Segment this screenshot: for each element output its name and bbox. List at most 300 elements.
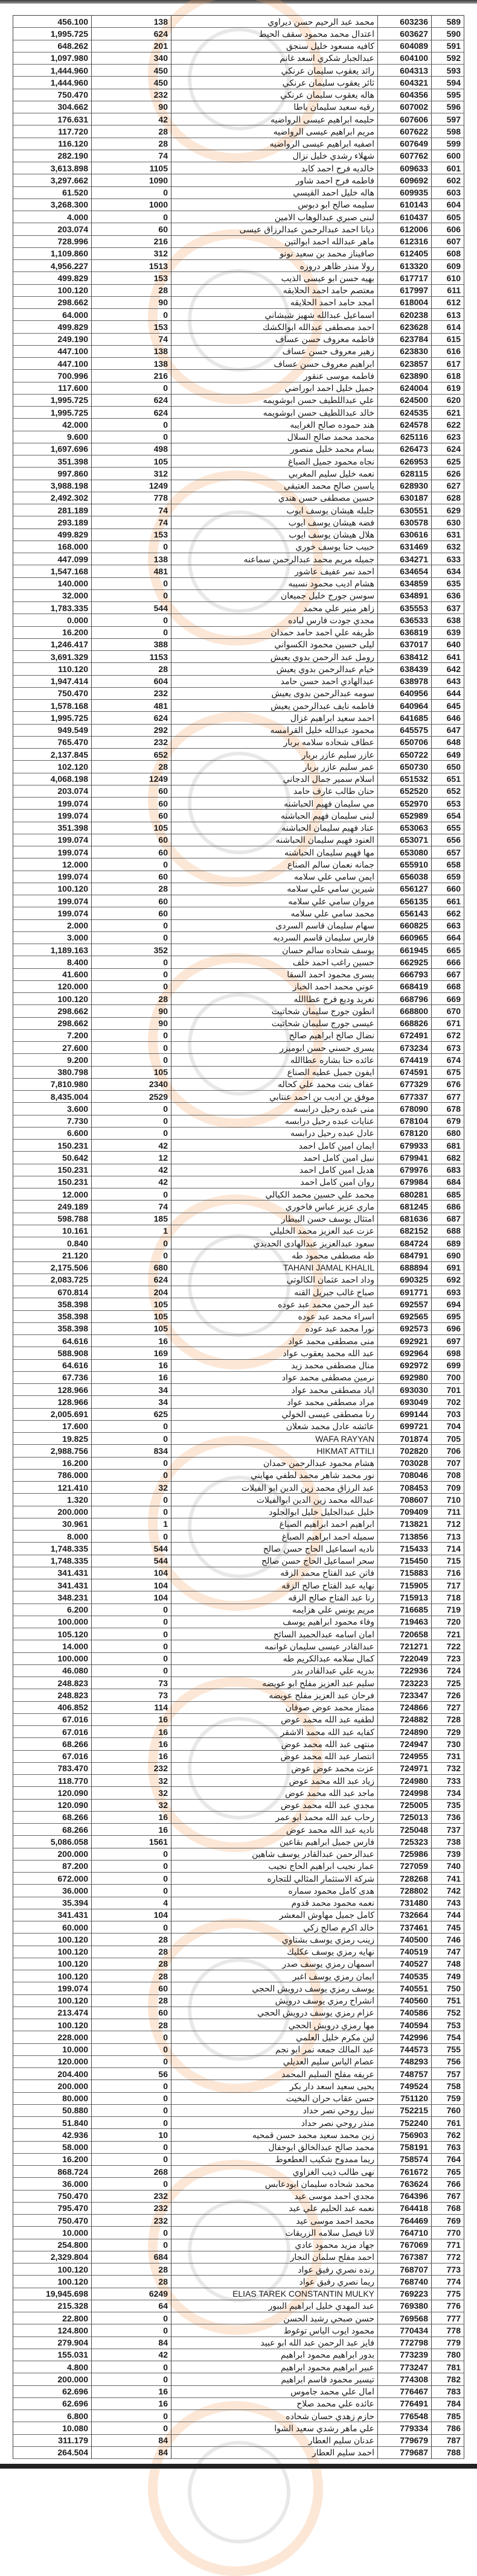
amount-cell: 7,810.980 <box>13 1079 92 1091</box>
id-cell: 607002 <box>378 101 432 113</box>
id-cell: 681245 <box>378 1201 432 1213</box>
name-cell: تيسير محمود قاسم ابراهيم <box>171 2373 378 2385</box>
count-cell: 34 <box>92 1384 171 1396</box>
name-cell: ممتاز محمد عوض صوفان <box>171 1702 378 1714</box>
id-cell: 679941 <box>378 1152 432 1164</box>
serial-cell: 776 <box>432 2300 464 2312</box>
count-cell: 105 <box>92 1067 171 1079</box>
serial-cell: 592 <box>432 52 464 65</box>
id-cell: 737461 <box>378 1921 432 1934</box>
amount-cell: 279.904 <box>13 2337 92 2349</box>
serial-cell: 721 <box>432 1628 464 1640</box>
name-cell: عادل عبده رحيل درابسه <box>171 1128 378 1140</box>
count-cell: 1249 <box>92 480 171 492</box>
count-cell: 652 <box>92 749 171 761</box>
amount-cell: 168.000 <box>13 541 92 553</box>
count-cell: 1249 <box>92 773 171 785</box>
serial-cell: 625 <box>432 455 464 468</box>
id-cell: 728802 <box>378 1885 432 1897</box>
id-cell: 774308 <box>378 2373 432 2385</box>
id-cell: 653063 <box>378 822 432 834</box>
count-cell: 0 <box>92 2142 171 2154</box>
name-cell: رنا عبد الفتاح صالح الزقه <box>171 1591 378 1604</box>
amount-cell: 50.642 <box>13 1152 92 1164</box>
id-cell: 769568 <box>378 2312 432 2324</box>
amount-cell: 121.410 <box>13 1482 92 1494</box>
count-cell: 0 <box>92 2044 171 2056</box>
serial-cell: 762 <box>432 2129 464 2141</box>
serial-cell: 702 <box>432 1396 464 1408</box>
serial-cell: 612 <box>432 297 464 309</box>
amount-cell: 22.800 <box>13 2312 92 2324</box>
name-cell: مراد مصطفى محمد عواد <box>171 1396 378 1408</box>
name-cell: عبدالله محمد زين الدين ابوالفيلات <box>171 1494 378 1506</box>
serial-cell: 701 <box>432 1384 464 1396</box>
amount-cell: 199.074 <box>13 907 92 919</box>
name-cell: محمد علي حسين محمد الكيالي <box>171 1188 378 1201</box>
id-cell: 768740 <box>378 2276 432 2288</box>
count-cell: 84 <box>92 2435 171 2447</box>
amount-cell: 199.074 <box>13 846 92 858</box>
name-cell: احمد مصطفى عبدالله ابوالكشك <box>171 321 378 333</box>
name-cell: محمد عبد الرحيم حسن ديراوي <box>171 16 378 28</box>
amount-cell: 4,956.227 <box>13 260 92 272</box>
serial-cell: 639 <box>432 627 464 639</box>
count-cell: 0 <box>92 578 171 590</box>
amount-cell: 1,748.335 <box>13 1543 92 1555</box>
amount-cell: 249.190 <box>13 334 92 346</box>
name-cell: احمد سعيد ابراهيم غزال <box>171 712 378 724</box>
id-cell: 715433 <box>378 1543 432 1555</box>
name-cell: بدور ابراهيم محمود ابراهيم <box>171 2349 378 2361</box>
amount-cell: 105.120 <box>13 1628 92 1640</box>
id-cell: 767387 <box>378 2251 432 2264</box>
serial-cell: 751 <box>432 1995 464 2007</box>
serial-cell: 734 <box>432 1787 464 1799</box>
count-cell: 216 <box>92 370 171 382</box>
name-cell: ابراهيم احمد ابراهيم الصباغ <box>171 1518 378 1531</box>
amount-cell: 7.200 <box>13 1030 92 1042</box>
id-cell: 603236 <box>378 16 432 28</box>
serial-cell: 621 <box>432 407 464 419</box>
name-cell: فاتن عبد الفتاح محمد الزقه <box>171 1567 378 1579</box>
serial-cell: 623 <box>432 431 464 443</box>
serial-cell: 716 <box>432 1567 464 1579</box>
count-cell: 104 <box>92 1567 171 1579</box>
serial-cell: 680 <box>432 1128 464 1140</box>
amount-cell: 128.966 <box>13 1384 92 1396</box>
amount-cell: 150.231 <box>13 1176 92 1188</box>
count-cell: 0 <box>92 309 171 321</box>
serial-cell: 750 <box>432 1982 464 1994</box>
name-cell: مجدي احمد موسى عيد <box>171 2191 378 2203</box>
name-cell: هدى كامل محمود سماره <box>171 1885 378 1897</box>
id-cell: 715450 <box>378 1555 432 1567</box>
amount-cell: 204.400 <box>13 2068 92 2080</box>
shareholder-table <box>13 15 464 2459</box>
id-cell: 713856 <box>378 1531 432 1543</box>
name-cell: فضه هيشان يوسف ايوب <box>171 516 378 528</box>
id-cell: 609692 <box>378 174 432 186</box>
serial-cell: 717 <box>432 1579 464 1591</box>
serial-cell: 779 <box>432 2337 464 2349</box>
serial-cell: 752 <box>432 2007 464 2019</box>
amount-cell: 2,175.506 <box>13 1262 92 1274</box>
count-cell: 834 <box>92 1445 171 1457</box>
id-cell: 752240 <box>378 2117 432 2129</box>
name-cell: نعمه محمود محمد قدوم <box>171 1897 378 1909</box>
name-cell: شركة الاستثمار المثالي للتجاره <box>171 1873 378 1885</box>
id-cell: 630578 <box>378 516 432 528</box>
count-cell: 232 <box>92 737 171 749</box>
amount-cell: 298.662 <box>13 297 92 309</box>
serial-cell: 726 <box>432 1689 464 1701</box>
name-cell: هشام اديب محمود نسيبه <box>171 578 378 590</box>
count-cell: 1 <box>92 1518 171 1531</box>
name-cell: لين مكرم خليل العلمي <box>171 2031 378 2043</box>
serial-cell: 644 <box>432 688 464 700</box>
amount-cell: 1,947.414 <box>13 676 92 688</box>
amount-cell: 110.120 <box>13 663 92 675</box>
count-cell: 56 <box>92 2068 171 2080</box>
id-cell: 628115 <box>378 468 432 480</box>
name-cell: لبنى سليمان فهيم الحباشنه <box>171 810 378 822</box>
serial-cell: 646 <box>432 712 464 724</box>
name-cell: عازر سليم عازر بربار <box>171 749 378 761</box>
count-cell: 0 <box>92 2373 171 2385</box>
serial-cell: 602 <box>432 174 464 186</box>
amount-cell: 102.120 <box>13 761 92 773</box>
count-cell: 138 <box>92 358 171 370</box>
id-cell: 752215 <box>378 2105 432 2117</box>
name-cell: ياسين صالح محمد العتيقي <box>171 480 378 492</box>
serial-cell: 659 <box>432 871 464 883</box>
count-cell: 0 <box>92 1494 171 1506</box>
serial-cell: 627 <box>432 480 464 492</box>
id-cell: 681636 <box>378 1213 432 1225</box>
id-cell: 668419 <box>378 981 432 993</box>
id-cell: 653071 <box>378 834 432 846</box>
serial-cell: 613 <box>432 309 464 321</box>
count-cell: 28 <box>92 883 171 895</box>
serial-cell: 706 <box>432 1445 464 1457</box>
name-cell: هند حموده صالح الغرايبه <box>171 419 378 431</box>
serial-cell: 728 <box>432 1714 464 1726</box>
amount-cell: 765.470 <box>13 737 92 749</box>
name-cell: عصام الياس سليم العديلي <box>171 2056 378 2068</box>
amount-cell: 100.120 <box>13 1995 92 2007</box>
serial-cell: 633 <box>432 553 464 565</box>
id-cell: 728268 <box>378 1873 432 1885</box>
name-cell: محمد محمد صالح السلال <box>171 431 378 443</box>
id-cell: 624578 <box>378 419 432 431</box>
count-cell: 1153 <box>92 651 171 663</box>
id-cell: 612006 <box>378 223 432 235</box>
name-cell: ظريفه علي احمد حامد حمدان <box>171 627 378 639</box>
amount-cell: 3,988.198 <box>13 480 92 492</box>
name-cell: حليمه ابراهيم عيسى الرواضيه <box>171 113 378 125</box>
id-cell: 692972 <box>378 1360 432 1372</box>
amount-cell: 341.431 <box>13 1909 92 1921</box>
name-cell: زياد عبد الله محمد عوض <box>171 1775 378 1787</box>
amount-cell: 87.200 <box>13 1861 92 1873</box>
name-cell: بسام محمد خليل منصور <box>171 443 378 455</box>
name-cell: امتثال يوسف حسن البيطار <box>171 1213 378 1225</box>
id-cell: 724882 <box>378 1714 432 1726</box>
count-cell: 481 <box>92 700 171 712</box>
serial-cell: 610 <box>432 272 464 284</box>
serial-cell: 780 <box>432 2349 464 2361</box>
amount-cell: 2,083.725 <box>13 1274 92 1286</box>
name-cell: زينب رمزي يوسف بشتاوي <box>171 1934 378 1946</box>
serial-cell: 768 <box>432 2203 464 2215</box>
amount-cell: 199.074 <box>13 798 92 810</box>
id-cell: 731480 <box>378 1897 432 1909</box>
id-cell: 742996 <box>378 2031 432 2043</box>
amount-cell: 100.000 <box>13 1653 92 1665</box>
name-cell: ايمان رمزي يوسف اغبر <box>171 1970 378 1982</box>
serial-cell: 622 <box>432 419 464 431</box>
id-cell: 662925 <box>378 956 432 968</box>
serial-cell: 692 <box>432 1274 464 1286</box>
amount-cell: 140.000 <box>13 578 92 590</box>
name-cell: رقيه سعيد سليمان باطا <box>171 101 378 113</box>
serial-cell: 737 <box>432 1824 464 1836</box>
serial-cell: 649 <box>432 749 464 761</box>
id-cell: 770434 <box>378 2324 432 2336</box>
id-cell: 767069 <box>378 2239 432 2251</box>
name-cell: حسين مصطفى حسن هندي <box>171 492 378 504</box>
amount-cell: 228.000 <box>13 2031 92 2043</box>
count-cell: 16 <box>92 1726 171 1738</box>
name-cell: عمر سليم عازر بربار <box>171 761 378 773</box>
name-cell: مها رمزي درويش الحجي <box>171 2019 378 2031</box>
amount-cell: 9.200 <box>13 1054 92 1066</box>
id-cell: 640956 <box>378 688 432 700</box>
count-cell: 28 <box>92 993 171 1005</box>
name-cell: عفاف بنت محمد علي كحاله <box>171 1079 378 1091</box>
amount-cell: 348.231 <box>13 1591 92 1604</box>
serial-cell: 670 <box>432 1005 464 1017</box>
amount-cell: 2,005.691 <box>13 1409 92 1421</box>
count-cell: 90 <box>92 1018 171 1030</box>
count-cell: 624 <box>92 712 171 724</box>
count-cell: 0 <box>92 1848 171 1861</box>
count-cell: 1090 <box>92 174 171 186</box>
count-cell: 84 <box>92 2447 171 2459</box>
count-cell: 105 <box>92 1298 171 1310</box>
serial-cell: 758 <box>432 2080 464 2092</box>
name-cell: علي ماهر رشدي سعيد الشوا <box>171 2422 378 2434</box>
amount-cell: 282.190 <box>13 150 92 162</box>
count-cell: 138 <box>92 346 171 358</box>
serial-cell: 703 <box>432 1409 464 1421</box>
name-cell: منى عبده رحيل درابسه <box>171 1103 378 1115</box>
name-cell: محمد سامي علي سلامه <box>171 907 378 919</box>
id-cell: 634654 <box>378 565 432 577</box>
name-cell: خالد عبداللطيف حسن ابوشويمه <box>171 407 378 419</box>
serial-cell: 665 <box>432 944 464 956</box>
name-cell: احمد مفلح سلمان النجار <box>171 2251 378 2264</box>
count-cell: 0 <box>92 1921 171 1934</box>
id-cell: 688894 <box>378 1262 432 1274</box>
id-cell: 749524 <box>378 2080 432 2092</box>
name-cell: ابراهيم معروف حسن عساف <box>171 358 378 370</box>
name-cell: جهاد مزيد محمود عادي <box>171 2239 378 2251</box>
serial-cell: 777 <box>432 2312 464 2324</box>
id-cell: 607606 <box>378 113 432 125</box>
id-cell: 668826 <box>378 1018 432 1030</box>
serial-cell: 608 <box>432 248 464 260</box>
name-cell: زين محمد سعيد محمد حسن قمحيه <box>171 2129 378 2141</box>
count-cell: 28 <box>92 2019 171 2031</box>
amount-cell: 304.662 <box>13 101 92 113</box>
serial-cell: 600 <box>432 150 464 162</box>
amount-cell: 4,068.198 <box>13 773 92 785</box>
count-cell: 0 <box>92 419 171 431</box>
amount-cell: 0.000 <box>13 614 92 626</box>
serial-cell: 732 <box>432 1763 464 1775</box>
count-cell: 60 <box>92 895 171 907</box>
amount-cell: 100.120 <box>13 1934 92 1946</box>
serial-cell: 708 <box>432 1470 464 1482</box>
count-cell: 60 <box>92 785 171 798</box>
id-cell: 652989 <box>378 810 432 822</box>
count-cell: 0 <box>92 1640 171 1652</box>
name-cell: محمد احمد موسى عيد <box>171 2215 378 2227</box>
serial-cell: 650 <box>432 761 464 773</box>
count-cell: 0 <box>92 1421 171 1433</box>
serial-cell: 760 <box>432 2105 464 2117</box>
name-cell: طه مصطفى محمود طه <box>171 1249 378 1261</box>
serial-cell: 785 <box>432 2410 464 2422</box>
id-cell: 715883 <box>378 1567 432 1579</box>
amount-cell: 2,329.804 <box>13 2251 92 2264</box>
serial-cell: 738 <box>432 1836 464 1848</box>
count-cell: 28 <box>92 2276 171 2288</box>
serial-cell: 705 <box>432 1433 464 1445</box>
serial-cell: 689 <box>432 1237 464 1249</box>
serial-cell: 735 <box>432 1800 464 1812</box>
amount-cell: 10.080 <box>13 2422 92 2434</box>
id-cell: 638439 <box>378 663 432 675</box>
serial-cell: 730 <box>432 1738 464 1750</box>
id-cell: 708046 <box>378 1470 432 1482</box>
serial-cell: 619 <box>432 382 464 395</box>
serial-cell: 691 <box>432 1262 464 1274</box>
serial-cell: 763 <box>432 2142 464 2154</box>
amount-cell: 62.696 <box>13 2398 92 2410</box>
serial-cell: 634 <box>432 565 464 577</box>
name-cell: اصفيه ابراهيم عيسى الرواضيه <box>171 138 378 150</box>
serial-cell: 742 <box>432 1885 464 1897</box>
name-cell: عائشه عادل محمد شعلان <box>171 1421 378 1433</box>
id-cell: 758574 <box>378 2154 432 2166</box>
name-cell: HIKMAT ATTILI <box>171 1445 378 1457</box>
serial-cell: 740 <box>432 1861 464 1873</box>
serial-cell: 766 <box>432 2178 464 2190</box>
id-cell: 727059 <box>378 1861 432 1873</box>
serial-cell: 678 <box>432 1103 464 1115</box>
name-cell: فارس جميل ابراهيم بقاعين <box>171 1836 378 1848</box>
id-cell: 640964 <box>378 700 432 712</box>
serial-cell: 729 <box>432 1726 464 1738</box>
id-cell: 748293 <box>378 2056 432 2068</box>
id-cell: 740560 <box>378 1995 432 2007</box>
serial-cell: 733 <box>432 1775 464 1787</box>
id-cell: 769380 <box>378 2300 432 2312</box>
serial-cell: 769 <box>432 2215 464 2227</box>
amount-cell: 298.662 <box>13 1018 92 1030</box>
count-cell: 28 <box>92 663 171 675</box>
count-cell: 498 <box>92 443 171 455</box>
count-cell: 90 <box>92 101 171 113</box>
count-cell: 1105 <box>92 162 171 174</box>
amount-cell: 728.996 <box>13 236 92 248</box>
name-cell: محمد شحاده سليمان ابودعابس <box>171 2178 378 2190</box>
serial-cell: 637 <box>432 602 464 614</box>
name-cell: عمار نجيب ابراهيم الحاج نجيب <box>171 1861 378 1873</box>
serial-cell: 781 <box>432 2361 464 2373</box>
count-cell: 185 <box>92 1213 171 1225</box>
id-cell: 703028 <box>378 1458 432 1470</box>
count-cell: 2529 <box>92 1091 171 1103</box>
amount-cell: 750.470 <box>13 2215 92 2227</box>
serial-cell: 695 <box>432 1311 464 1323</box>
amount-cell: 750.470 <box>13 89 92 101</box>
serial-cell: 696 <box>432 1323 464 1335</box>
count-cell: 544 <box>92 1555 171 1567</box>
amount-cell: 2,492.302 <box>13 492 92 504</box>
id-cell: 634891 <box>378 590 432 602</box>
id-cell: 641685 <box>378 712 432 724</box>
count-cell: 0 <box>92 2105 171 2117</box>
amount-cell: 598.788 <box>13 1213 92 1225</box>
name-cell: مريم ابراهيم عيسى الرواضيه <box>171 125 378 138</box>
amount-cell: 200.000 <box>13 2373 92 2385</box>
name-cell: حنان طالب عارف حامد <box>171 785 378 798</box>
amount-cell: 64.000 <box>13 309 92 321</box>
serial-cell: 662 <box>432 907 464 919</box>
name-cell: فايز عبد الرحمن عبد الله ابو عبيد <box>171 2337 378 2349</box>
amount-cell: 150.231 <box>13 1164 92 1176</box>
amount-cell: 358.398 <box>13 1323 92 1335</box>
amount-cell: 100.120 <box>13 285 92 297</box>
count-cell: 104 <box>92 1579 171 1591</box>
name-cell: ديانا احمد عبدالرحمن عبدالرزاق عيسى <box>171 223 378 235</box>
name-cell: تغريد وديع فرج عطاالله <box>171 993 378 1005</box>
serial-cell: 660 <box>432 883 464 895</box>
serial-cell: 638 <box>432 614 464 626</box>
serial-cell: 675 <box>432 1067 464 1079</box>
amount-cell: 447.099 <box>13 553 92 565</box>
amount-cell: 4.800 <box>13 2361 92 2373</box>
count-cell: 0 <box>92 1506 171 1518</box>
count-cell: 0 <box>92 1115 171 1128</box>
name-cell: عزام رمزي يوسف درويش الحجي <box>171 2007 378 2019</box>
count-cell: 0 <box>92 2031 171 2043</box>
count-cell: 42 <box>92 2349 171 2361</box>
amount-cell: 16.200 <box>13 2154 92 2166</box>
name-cell: هلال هيشان يوسف ايوب <box>171 529 378 541</box>
serial-cell: 755 <box>432 2044 464 2056</box>
count-cell: 138 <box>92 553 171 565</box>
name-cell: منذر روحي نصر حداد <box>171 2117 378 2129</box>
id-cell: 768707 <box>378 2264 432 2276</box>
name-cell: نهى طالب ذيب الغزاوي <box>171 2166 378 2178</box>
id-cell: 725986 <box>378 1848 432 1861</box>
serial-cell: 707 <box>432 1458 464 1470</box>
